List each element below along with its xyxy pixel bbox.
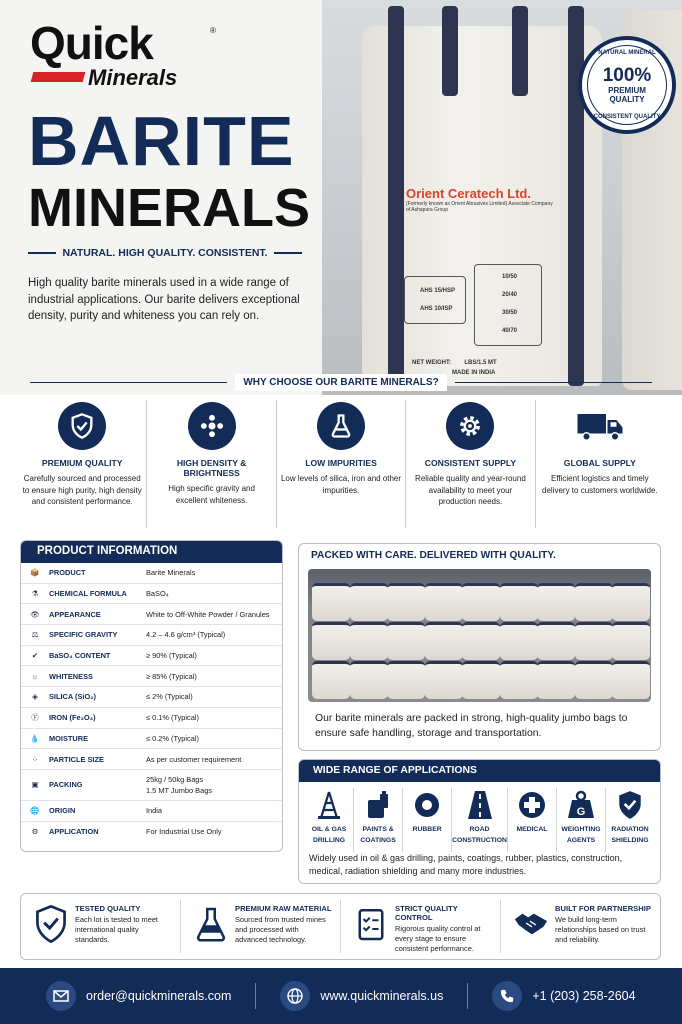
stacked-bag [350,583,388,621]
hero-section [0,0,682,395]
table-row: 🌐 ORIGIN India [21,801,282,822]
stacked-bag [312,583,350,621]
weight-icon [567,788,595,822]
table-row: 📦 PRODUCT Barite Minerals [21,563,282,584]
tire-icon [413,788,441,822]
page-title-line1: BARITE [28,102,295,180]
app-road: ROAD CONSTRUCTION [452,788,508,852]
table-row: ⁘ PARTICLE SIZE As per customer requirement [21,749,282,770]
table-row: ⚙ APPLICATION For Industrial Use Only [21,822,282,843]
particles-icon: ⁘ [31,754,39,764]
app-paints: PAINTS & COATINGS [354,788,403,852]
stacked-bag [312,661,350,699]
table-row: ✔ BaSO₄ CONTENT ≥ 90% (Typical) [21,646,282,667]
stacked-bag [500,661,538,699]
svg-text:G: G [576,806,586,818]
table-row: ⚖ SPECIFIC GRAVITY 4.2 – 4.6 g/cm³ (Typical) [21,625,282,646]
bag-company-logo: Orient Ceratech Ltd. (Formerly known as Orient Abrasives Limited) Associate Company of Ashapura Group [406,186,553,213]
website-link[interactable]: www.quickminerals.us [320,989,444,1003]
mail-icon [46,981,76,1011]
website-contact[interactable] [280,981,443,1011]
assurance-tested-quality: TESTED QUALITY Each lot is tested to meet international quality standards. [21,900,181,953]
stacked-bag [387,622,425,660]
flask-icon [317,402,365,450]
intro-text: High quality barite minerals used in a wide range of industrial applications. Our barite delivers exceptional density, purity and whiteness you can rely on. [28,277,300,322]
stacked-bag [462,661,500,699]
packed-section: PACKED WITH CARE. DELIVERED WITH QUALITY. Our barite minerals are packed in strong, high-quality jumbo bags to ensure safe handling, storage and transportation. [298,543,661,751]
box-icon: 📦 [30,568,40,578]
brand-logo: Quick ® Minerals [30,17,216,90]
feature-global-supply: GLOBAL SUPPLY Efficient logistics and timely delivery to customers worldwide. [536,400,664,528]
features-row [18,400,664,528]
stacked-bag [537,583,575,621]
gear-icon [446,402,494,450]
stacked-bag [612,661,650,699]
weight-icon: ⚖ [31,630,39,640]
phone-icon [492,981,522,1011]
stacked-bag [425,583,463,621]
stacked-bag [387,661,425,699]
quality-seal-badge: NATURAL MINERAL 100% PREMIUM QUALITY CONSISTENT QUALITY [578,36,676,134]
app-oil-gas: OIL & GAS DRILLING [305,788,354,852]
feature-high-density: HIGH DENSITY & BRIGHTNESS High specific gravity and excellent whiteness. [147,400,276,528]
stacked-bag [537,622,575,660]
table-row: ◈ SILICA (SiO₂) ≤ 2% (Typical) [21,687,282,708]
warehouse-bags-photo [308,569,651,702]
shield-check-icon [58,402,106,450]
feature-low-impurities: LOW IMPURITIES Low levels of silica, iron and other impurities. [277,400,406,528]
table-row: 💧 MOISTURE ≤ 0.2% (Typical) [21,729,282,750]
app-medical: MEDICAL [508,788,557,852]
molecule-icon [188,402,236,450]
stacked-bag [462,583,500,621]
app-rubber: RUBBER [403,788,452,852]
stacked-bag [612,583,650,621]
paint-can-icon [365,788,391,822]
globe-icon: 🌐 [30,806,40,816]
assurance-strip [20,893,661,960]
tagline: NATURAL. HIGH QUALITY. CONSISTENT. [28,247,302,259]
stacked-bag [462,622,500,660]
package-icon: ▣ [31,780,39,790]
page-title-line2: MINERALS [28,178,310,238]
cog-icon: ⚙ [31,827,39,837]
eye-icon: 👁 [30,609,40,619]
email-contact[interactable] [46,981,231,1011]
phone-link[interactable]: +1 (203) 258-2604 [532,989,636,1003]
applications-section: WIDE RANGE OF APPLICATIONS OIL & GAS DRILLING PAINTS & COATINGS RUBBER ROAD CONSTRUCTION MEDICAL G WEIGHTING AGENTS RADIATION SHIELDING Widely used in oil & gas drilling, paints, coatings, rubber, plastics, construction, medical, radiation shielding and many more industries. [298,759,661,884]
stacked-bag [575,622,613,660]
stacked-bag [350,622,388,660]
stacked-bag [575,583,613,621]
table-row: Ⓕ IRON (Fe₂O₃) ≤ 0.1% (Typical) [21,708,282,729]
stacked-bag [425,661,463,699]
medical-cross-icon [518,788,546,822]
stacked-bag [537,661,575,699]
checklist-icon [353,904,389,944]
stacked-bag [612,622,650,660]
app-radiation: RADIATION SHIELDING [606,788,654,852]
shield-check-icon [33,904,69,944]
stacked-bag [312,622,350,660]
stacked-bag [350,661,388,699]
formula-icon: ⚗ [31,589,39,599]
table-row: 👁 APPEARANCE White to Off-White Powder / Granules [21,604,282,625]
jumbo-bag: Orient Ceratech Ltd. (Formerly known as Orient Abrasives Limited) Associate Company of Ashapura Group AHS 15/HSP AHS 10/ISP 10/50 20/40 30/50 40/70 NET WEIGHT: LBS/1.5 MT MADE IN INDIA [362,26,602,386]
stacked-bag [500,622,538,660]
oil-rig-icon [316,788,342,822]
app-weighting: G WEIGHTING AGENTS [557,788,606,852]
road-icon [466,788,494,822]
footer-contact-bar [0,968,682,1024]
feature-premium-quality: PREMIUM QUALITY Carefully sourced and processed to ensure high purity, high density and consistent performance. [18,400,147,528]
feature-consistent-supply: CONSISTENT SUPPLY Reliable quality and year-round availability to meet your production needs. [406,400,535,528]
table-row: ⚗ CHEMICAL FORMULA BaSO₄ [21,584,282,605]
stacked-bag [575,661,613,699]
globe-icon [280,981,310,1011]
phone-contact[interactable] [492,981,635,1011]
why-choose-heading: WHY CHOOSE OUR BARITE MINERALS? [30,374,652,391]
assurance-quality-control: STRICT QUALITY CONTROL Rigorous quality control at every stage to ensure consistent performance. [341,900,501,953]
stacked-bag [500,583,538,621]
truck-icon [576,402,624,450]
table-row: ▣ PACKING 25kg / 50kg Bags 1.5 MT Jumbo Bags [21,770,282,801]
email-link[interactable]: order@quickminerals.com [86,989,232,1003]
stacked-bag [425,622,463,660]
shield-check-icon [617,788,643,822]
flask-icon [193,904,229,944]
assurance-partnership: BUILT FOR PARTNERSHIP We build long-term relationships based on trust and reliability. [501,900,660,953]
table-row: ☼ WHITENESS ≥ 85% (Typical) [21,666,282,687]
stacked-bag [387,583,425,621]
product-information-table: PRODUCT INFORMATION 📦 PRODUCT Barite Minerals ⚗ CHEMICAL FORMULA BaSO₄ 👁 APPEARANCE White to Off-White Powder / Granules ⚖ SPECIFIC GRAVITY 4.2 – 4.6 g/cm³ (Typical) ✔ BaSO₄ CONTENT ≥ 90% (Typical) ☼ WHITENESS ≥ 85% (Typical) ◈ SILICA (SiO₂) ≤ 2% (Typical) Ⓕ IRON (Fe₂O₃) ≤ 0.1% (Typical) 💧 MOISTURE ≤ 0.2% (Typical) ⁘ PARTICLE SIZE As per customer requirement ▣ PACKING 25kg / 50kg Bags 1.5 MT Jumbo Bags 🌐 ORIGIN India ⚙ APPLICATION For Industrial Use Only [20,540,283,852]
handshake-icon [513,904,549,944]
check-circle-icon: ✔ [31,651,39,661]
assurance-raw-material: PREMIUM RAW MATERIAL Sourced from trusted mines and processed with advanced technology. [181,900,341,953]
iron-icon: Ⓕ [31,713,39,723]
droplet-icon: 💧 [30,733,40,743]
sun-icon: ☼ [31,671,39,681]
silica-icon: ◈ [32,692,38,702]
